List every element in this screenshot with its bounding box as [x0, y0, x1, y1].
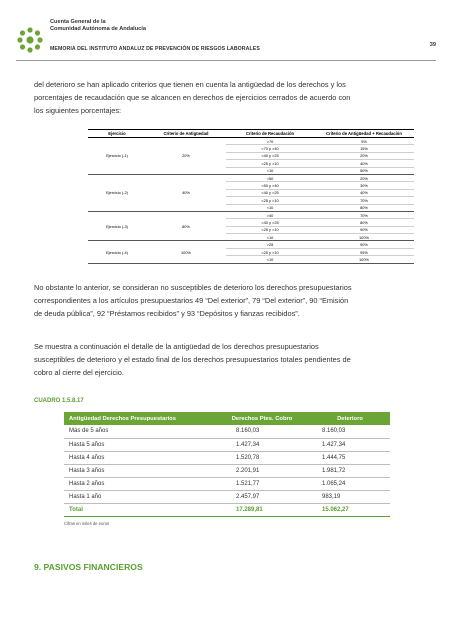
table-row — [64, 425, 390, 438]
page-header — [16, 16, 436, 56]
row-label: Hasta 1 año — [64, 490, 214, 503]
total-label: Total — [64, 503, 214, 516]
criteria-row — [88, 211, 414, 218]
row-label: Más de 5 años — [64, 425, 214, 438]
row-deterioro: 8.160,03 — [310, 425, 390, 438]
antiguedad-table — [64, 412, 390, 517]
junta-andalucia-logo-icon — [16, 26, 44, 54]
criteria-recaudacion: >25 — [226, 241, 314, 248]
criteria-recaudacion: <10 — [226, 256, 314, 263]
criteria-recaudacion: >50 — [226, 174, 314, 181]
criteria-ejercicio: Ejercicio (-2) — [88, 174, 146, 211]
row-derechos: 8.160,03 — [214, 425, 310, 438]
row-derechos: 1.520,78 — [214, 451, 310, 464]
criteria-antiguedad: 100% — [146, 241, 226, 263]
criteria-combinado: 40% — [314, 160, 414, 167]
criteria-recaudacion: <40 y >25 — [226, 219, 314, 226]
paragraph-line: No obstante lo anterior, se consideran no susceptibles de deterioro los derechos presupuestarios — [34, 283, 352, 292]
criteria-recaudacion: <25 y >10 — [226, 226, 314, 233]
paragraph-line: correspondientes a los artículos presupuestarios 49 “Del exterior”, 79 “Del exterior”, 90 “Emisión — [34, 296, 349, 305]
total-row — [64, 503, 390, 516]
criteria-combinado: 70% — [314, 211, 414, 218]
org-name-line1: Cuenta General de la — [50, 19, 106, 25]
paragraph-line: de deuda pública”, 92 “Préstamos recibidos” y 93 “Depósitos y fianzas recibidos”. — [34, 309, 300, 318]
intro-paragraph — [34, 78, 430, 117]
document-title: MEMORIA DEL INSTITUTO ANDALUZ DE PREVENCIÓN DE RIESGOS LABORALES — [50, 46, 260, 52]
criteria-recaudacion: <50 y >40 — [226, 182, 314, 189]
criteria-combinado: 20% — [314, 152, 414, 159]
row-deterioro: 1.444,75 — [310, 451, 390, 464]
criteria-recaudacion: <25 y >10 — [226, 160, 314, 167]
total-deterioro: 15.062,27 — [310, 503, 390, 516]
criteria-recaudacion: >70 — [226, 138, 314, 145]
criteria-ejercicio: Ejercicio (-1) — [88, 138, 146, 175]
paragraph-line: cobro al cierre del ejercicio. — [34, 368, 124, 377]
row-label: Hasta 2 años — [64, 477, 214, 490]
paragraph-line: los siguientes porcentajes: — [34, 106, 122, 115]
page-number: 39 — [429, 42, 436, 48]
paragraph-line: Se muestra a continuación el detalle de la antigüedad de los derechos presupuestarios — [34, 342, 319, 351]
criteria-ejercicio: Ejercicio (-4) — [88, 241, 146, 263]
row-deterioro: 1.981,72 — [310, 464, 390, 477]
cuadro-title: CUADRO 1.5.8.17 — [34, 398, 84, 404]
antiguedad-header-row — [64, 412, 390, 425]
criteria-recaudacion: <10 — [226, 234, 314, 241]
criteria-header-recaudacion: Criterio de Recaudación — [226, 130, 314, 138]
table-row — [64, 451, 390, 464]
detail-paragraph — [34, 340, 430, 379]
criteria-combinado: 30% — [314, 182, 414, 189]
section-heading: 9. PASIVOS FINANCIEROS — [34, 562, 143, 572]
total-derechos: 17.289,81 — [214, 503, 310, 516]
criteria-combinado: 90% — [314, 226, 414, 233]
antiguedad-header-deterioro: Deterioro — [310, 412, 390, 425]
criteria-combinado: 100% — [314, 234, 414, 241]
criteria-antiguedad: 20% — [146, 138, 226, 175]
antiguedad-header-derechos: Derechos Ptes. Cobro — [214, 412, 310, 425]
criteria-recaudacion: >40 — [226, 211, 314, 218]
row-derechos: 1.521,77 — [214, 477, 310, 490]
criteria-combinado: 80% — [314, 204, 414, 211]
row-deterioro: 983,19 — [310, 490, 390, 503]
header-divider — [16, 60, 436, 61]
paragraph-line: susceptibles de deterioro y el estado final de los derechos presupuestarios totales pendientes de — [34, 355, 351, 364]
criteria-combinado: 70% — [314, 197, 414, 204]
criteria-combinado: 95% — [314, 248, 414, 255]
row-deterioro: 1.427,34 — [310, 438, 390, 451]
row-derechos: 2.457,97 — [214, 490, 310, 503]
antiguedad-header-label: Antigüedad Derechos Presupuestarios — [64, 412, 214, 425]
paragraph-line: del deterioro se han aplicado criterios que tienen en cuenta la antigüedad de los derechos y los — [34, 80, 346, 89]
criteria-antiguedad: 80% — [146, 211, 226, 241]
criteria-combinado: 50% — [314, 167, 414, 174]
table-row — [64, 438, 390, 451]
table-row — [64, 464, 390, 477]
criteria-recaudacion: <10 — [226, 167, 314, 174]
criteria-ejercicio: Ejercicio (-3) — [88, 211, 146, 241]
criteria-header-combinado: Criterio de Antigüedad + Recaudación — [314, 130, 414, 138]
criteria-combinado: 5% — [314, 138, 414, 145]
criteria-combinado: 90% — [314, 241, 414, 248]
row-label: Hasta 5 años — [64, 438, 214, 451]
criteria-recaudacion: <10 — [226, 204, 314, 211]
criteria-recaudacion: <40 y >25 — [226, 152, 314, 159]
criteria-header-antiguedad: Criterio de Antigüedad — [146, 130, 226, 138]
row-deterioro: 1.065,24 — [310, 477, 390, 490]
criteria-recaudacion: <70 y >40 — [226, 145, 314, 152]
row-label: Hasta 4 años — [64, 451, 214, 464]
criteria-antiguedad: 40% — [146, 174, 226, 211]
criteria-combinado: 15% — [314, 145, 414, 152]
row-derechos: 1.427,34 — [214, 438, 310, 451]
criteria-header-ejercicio: Ejercicio — [88, 130, 146, 138]
criteria-header-row — [88, 130, 414, 138]
criteria-table — [88, 129, 414, 264]
row-label: Hasta 3 años — [64, 464, 214, 477]
criteria-combinado: 40% — [314, 189, 414, 196]
table-row — [64, 477, 390, 490]
criteria-recaudacion: <25 y >10 — [226, 197, 314, 204]
criteria-row — [88, 174, 414, 181]
criteria-row — [88, 241, 414, 248]
criteria-combinado: 80% — [314, 219, 414, 226]
paragraph-line: porcentajes de recaudación que se alcancen en derechos de ejercicios cerrados de acuerdo con — [34, 93, 351, 102]
row-derechos: 2.201,91 — [214, 464, 310, 477]
criteria-combinado: 100% — [314, 256, 414, 263]
criteria-row — [88, 138, 414, 145]
criteria-recaudacion: <40 y >25 — [226, 189, 314, 196]
exclusion-paragraph — [34, 281, 430, 320]
table-footnote: Cifras en miles de euros — [64, 521, 110, 526]
table-row — [64, 490, 390, 503]
org-name-line2: Comunidad Autónoma de Andalucía — [50, 26, 146, 32]
criteria-recaudacion: <25 y >10 — [226, 248, 314, 255]
criteria-combinado: 20% — [314, 174, 414, 181]
